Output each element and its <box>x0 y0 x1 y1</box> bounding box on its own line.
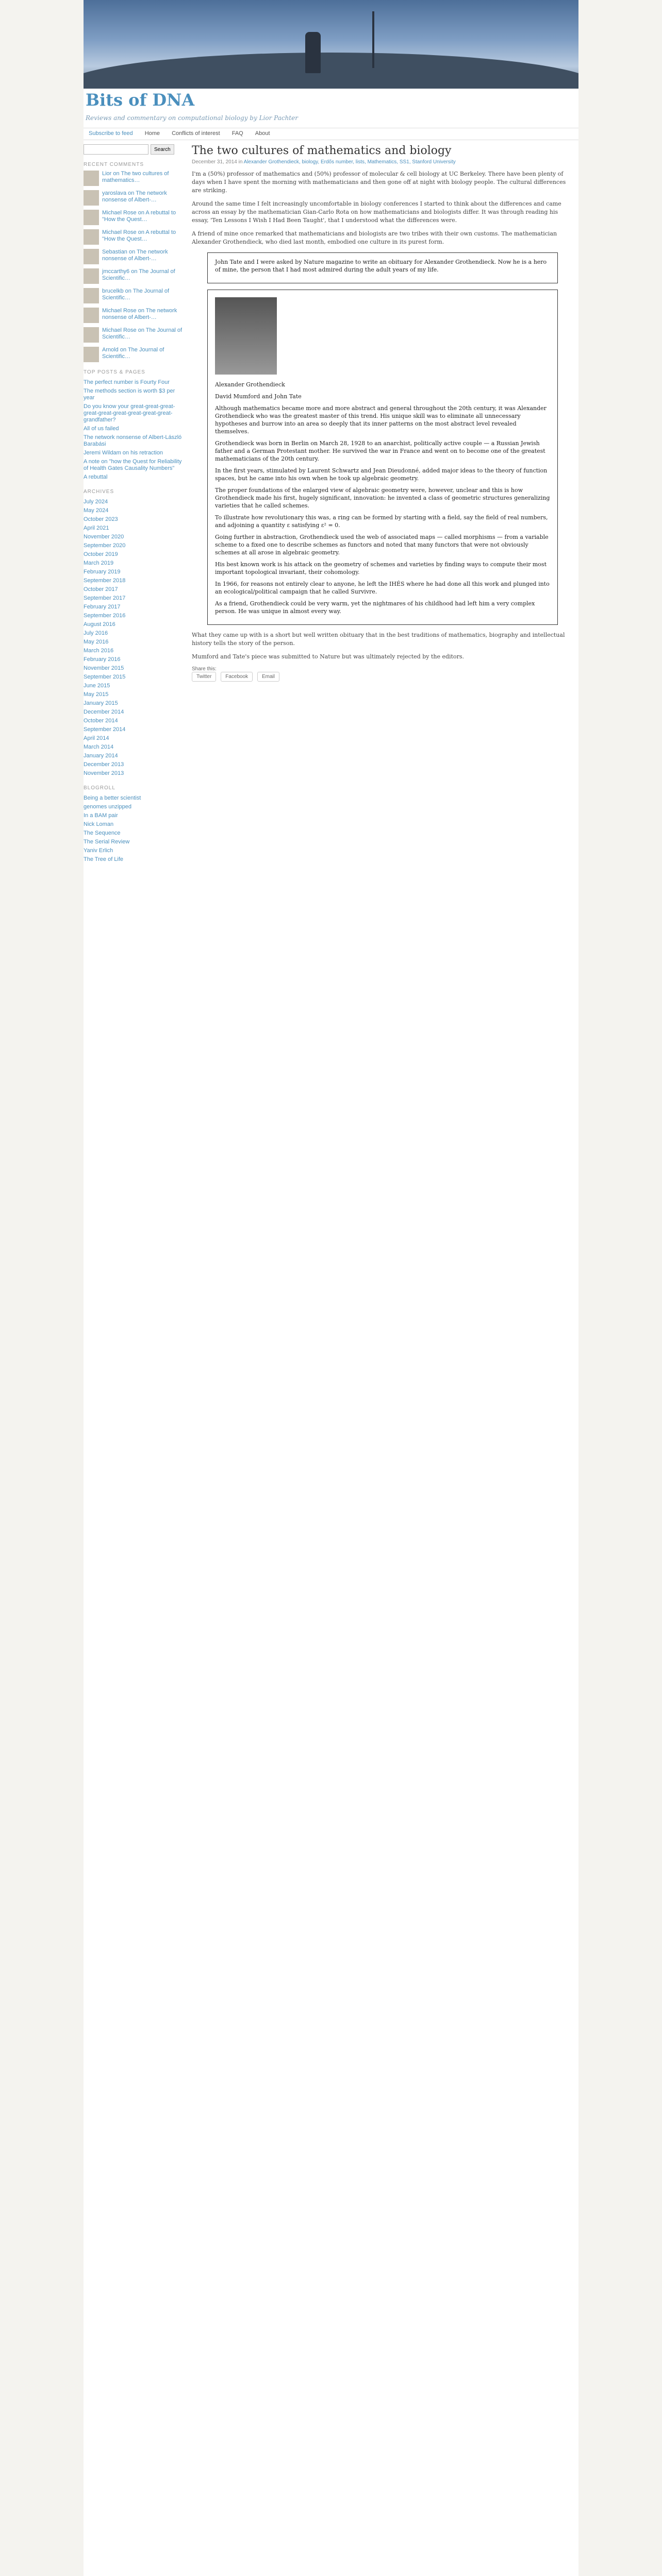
search-button[interactable]: Search <box>151 144 174 155</box>
top-posts-heading: TOP POSTS & PAGES <box>84 369 145 375</box>
post-title[interactable]: The two cultures of mathematics and biology <box>192 144 452 157</box>
archive-link[interactable]: October 2017 <box>84 586 118 592</box>
archives-list <box>84 498 187 778</box>
top-navigation <box>84 128 578 140</box>
archive-link[interactable]: May 2016 <box>84 639 109 645</box>
post-categories[interactable]: Alexander Grothendieck, biology, Erdős number, lists, Mathematics, SS1, Stanford University <box>243 159 456 165</box>
header-hill <box>84 53 578 89</box>
avatar <box>84 229 99 245</box>
recent-comment <box>84 308 187 323</box>
share-facebook-button[interactable]: Facebook <box>221 672 253 682</box>
blogroll-link[interactable]: Being a better scientist <box>84 795 141 801</box>
blogroll-link[interactable]: The Sequence <box>84 830 121 836</box>
obituary-paragraph: Going further in abstraction, Grothendieck used the web of associated maps — called morphisms — from a variable scheme to a fixed one to describe schemes as functors and noted that many functors that were not obviously schemes at all arose in algebraic geometry. <box>215 534 549 556</box>
recent-comment <box>84 249 187 264</box>
search-box <box>84 144 187 155</box>
blogroll-list <box>84 794 187 864</box>
archive-link[interactable]: November 2015 <box>84 665 124 671</box>
intro-paragraph: I'm a (50%) professor of mathematics and (50%) professor of molecular & cell biology at UC Berkeley. There have been plenty of days when I have spent the morning with mathematicians and then gone off at night with biology people. The cultural differences are striking. <box>192 171 566 194</box>
page <box>84 0 578 2576</box>
archive-link[interactable]: October 2014 <box>84 718 118 724</box>
blogroll-link[interactable]: genomes unzipped <box>84 804 131 810</box>
recent-comment <box>84 288 187 303</box>
avatar <box>84 249 99 264</box>
archive-link[interactable]: June 2015 <box>84 683 110 689</box>
top-post-link[interactable]: The network nonsense of Albert-László Barabási <box>84 434 182 447</box>
recent-comment-link[interactable]: brucelkb on The Journal of Scientific… <box>102 288 170 301</box>
archive-link[interactable]: December 2013 <box>84 761 124 768</box>
archive-link[interactable]: March 2019 <box>84 560 114 566</box>
archive-link[interactable]: May 2024 <box>84 507 109 514</box>
recent-comment-link[interactable]: Lior on The two cultures of mathematics… <box>102 171 169 183</box>
blogroll-link[interactable]: In a BAM pair <box>84 812 118 819</box>
archive-link[interactable]: July 2016 <box>84 630 108 636</box>
obituary-paragraph: His best known work is his attack on the geometry of schemes and varieties by finding ways to compute their most important topological invariant, their cohomology. <box>215 561 547 575</box>
post-content <box>192 144 573 687</box>
archive-link[interactable]: August 2016 <box>84 621 115 628</box>
top-post-link[interactable]: Jeremi Wildam on his retraction <box>84 450 163 456</box>
share-bar <box>192 666 573 682</box>
recent-comment-link[interactable]: Michael Rose on The network nonsense of Albert-… <box>102 308 177 320</box>
archive-link[interactable]: September 2014 <box>84 726 126 733</box>
archive-link[interactable]: July 2024 <box>84 499 108 505</box>
header-figure <box>305 32 321 73</box>
archive-link[interactable]: January 2014 <box>84 753 118 759</box>
post-paragraph: What they came up with is a short but well written obituary that in the best traditions of mathematics, biography and intellectual history tells the story of the person. <box>192 632 565 647</box>
grothendieck-portrait <box>215 297 277 375</box>
nav-home[interactable]: Home <box>144 130 160 137</box>
header-image <box>84 0 578 89</box>
blogroll-link[interactable]: Nick Loman <box>84 821 114 827</box>
archive-link[interactable]: May 2015 <box>84 691 109 698</box>
post-date: December 31, 2014 in <box>192 159 243 165</box>
avatar <box>84 210 99 225</box>
archive-link[interactable]: April 2021 <box>84 525 109 531</box>
obituary-paragraph: Although mathematics became more and more abstract and general throughout the 20th century, it was Alexander Grothendieck who was the greatest master of this trend. His unique skill was to eliminate all unnecessary hypotheses and burrow into an area so deeply that its inner patterns on the most abstract level revealed themselves. <box>215 405 547 435</box>
search-input[interactable] <box>84 144 148 155</box>
recent-comment-link[interactable]: Michael Rose on A rebuttal to "How the Quest… <box>102 229 176 242</box>
obituary-paragraph: In 1966, for reasons not entirely clear to anyone, he left the IHÉS where he had done all this work and plunged into an ecological/political campaign that he called Survivre. <box>215 581 550 595</box>
header-lamp <box>372 11 374 68</box>
archive-link[interactable]: March 2014 <box>84 744 114 750</box>
avatar <box>84 308 99 323</box>
avatar <box>84 327 99 343</box>
top-posts-list <box>84 378 187 482</box>
archive-link[interactable]: September 2018 <box>84 578 126 584</box>
blogroll-link[interactable]: Yaniv Erlich <box>84 848 113 854</box>
obituary-paragraph: The proper foundations of the enlarged view of algebraic geometry were, however, unclear and this is how Grothendieck made his first, hugely significant, innovation: he invented a class of geometric structures generalizing varieties that he called schemes. <box>215 487 550 509</box>
portrait-caption: Alexander Grothendieck <box>215 381 285 388</box>
obituary-paragraph: To illustrate how revolutionary this was, a ring can be formed by starting with a field, say the field of real numbers, and adjoining a quantity ε satisfying ε² = 0. <box>215 514 548 529</box>
share-label: Share this: <box>192 666 217 672</box>
archive-link[interactable]: November 2013 <box>84 770 124 776</box>
obituary-paragraph: Grothendieck was born in Berlin on March 28, 1928 to an anarchist, politically active couple — a Russian Jewish father and a German Protestant mother. He survived the war in France and went on to become one of the greatest mathematicians of the 20th century. <box>215 440 545 462</box>
avatar <box>84 288 99 303</box>
archive-link[interactable]: September 2017 <box>84 595 126 601</box>
top-post-link[interactable]: A note on "how the Quest for Reliability of Health Gates Causality Numbers" <box>84 459 182 471</box>
recent-comment-link[interactable]: jmccarthy6 on The Journal of Scientific… <box>102 268 175 281</box>
blogroll-heading: BLOGROLL <box>84 785 115 791</box>
avatar <box>84 171 99 186</box>
recent-comment-link[interactable]: yaroslava on The network nonsense of Albert-… <box>102 190 167 203</box>
sidebar <box>84 144 187 864</box>
recent-comment-link[interactable]: Arnold on The Journal of Scientific… <box>102 347 164 360</box>
blogroll-link[interactable]: The Tree of Life <box>84 856 124 862</box>
intro-paragraph: A friend of mine once remarked that mathematicians and biologists are two tribes with their own customs. The mathematician Alexander Grothendieck, who died last month, embodied one culture in its purest form. <box>192 230 557 245</box>
archive-link[interactable]: February 2017 <box>84 604 121 610</box>
archives-heading: ARCHIVES <box>84 489 114 495</box>
recent-comment-link[interactable]: Michael Rose on A rebuttal to "How the Quest… <box>102 210 176 223</box>
share-email-button[interactable]: Email <box>257 672 279 682</box>
recent-comment <box>84 190 187 206</box>
archive-link[interactable]: October 2019 <box>84 551 118 557</box>
subscribe-link[interactable]: Subscribe to feed <box>89 130 133 137</box>
quoted-box <box>207 252 558 283</box>
top-post-link[interactable]: The perfect number is Fourty Four <box>84 379 170 385</box>
archive-link[interactable]: October 2023 <box>84 516 118 522</box>
post-paragraph: Mumford and Tate's piece was submitted to Nature but was ultimately rejected by the editors. <box>192 653 464 660</box>
recent-comment-link[interactable]: Sebastian on The network nonsense of Albert-… <box>102 249 168 262</box>
recent-comments-heading: RECENT COMMENTS <box>84 162 144 167</box>
recent-comment <box>84 171 187 186</box>
top-post-link[interactable]: All of us failed <box>84 426 119 432</box>
top-post-link[interactable]: Do you know your great-great-great-great-great-great-great-great-great-grandfather? <box>84 403 175 423</box>
obituary-paragraph: As a friend, Grothendieck could be very warm, yet the nightmares of his childhood had left him a very complex person. He was unique in almost every way. <box>215 600 535 615</box>
nav-conflicts[interactable]: Conflicts of interest <box>172 130 220 137</box>
recent-comment <box>84 268 187 284</box>
avatar <box>84 347 99 362</box>
archive-link[interactable]: September 2015 <box>84 674 126 680</box>
obituary-box <box>207 290 558 625</box>
intro-paragraph: Around the same time I felt increasingly uncomfortable in biology conferences I started to think about the differences and came across an essay by the mathematician Gian-Carlo Rota on how mathematicians and biologists differ. It was through reading his essay, 'Ten Lessons I Wish I Had Been Taught', that I understood what the differences were. <box>192 200 561 224</box>
archive-link[interactable]: December 2014 <box>84 709 124 715</box>
site-tagline: Reviews and commentary on computational biology by Lior Pachter <box>86 114 298 122</box>
nav-faq[interactable]: FAQ <box>231 130 243 137</box>
archive-link[interactable]: April 2014 <box>84 735 109 741</box>
share-twitter-button[interactable]: Twitter <box>192 672 216 682</box>
recent-comment <box>84 210 187 225</box>
top-post-link[interactable]: A rebuttal <box>84 474 108 480</box>
recent-comments-list <box>84 171 187 362</box>
recent-comment <box>84 347 187 362</box>
archive-link[interactable]: November 2020 <box>84 534 124 540</box>
archive-link[interactable]: January 2015 <box>84 700 118 706</box>
avatar <box>84 268 99 284</box>
box-intro: John Tate and I were asked by Nature magazine to write an obituary for Alexander Grothendieck. Now he is a hero of mine, the person that I had most admired during the adult years of my life. <box>215 259 547 273</box>
site-title[interactable]: Bits of DNA <box>86 90 195 110</box>
archive-link[interactable]: February 2019 <box>84 569 121 575</box>
archive-link[interactable]: September 2016 <box>84 613 126 619</box>
archive-link[interactable]: February 2016 <box>84 656 121 663</box>
recent-comment-link[interactable]: Michael Rose on The Journal of Scientific… <box>102 327 183 340</box>
avatar <box>84 190 99 206</box>
obituary-paragraph: In the first years, stimulated by Laurent Schwartz and Jean Dieudonné, added major ideas to the theory of function spaces, but he came into his own when he took up algebraic geometry. <box>215 467 548 482</box>
recent-comment <box>84 229 187 245</box>
nav-about[interactable]: About <box>255 130 270 137</box>
blogroll-link[interactable]: The Serial Review <box>84 839 130 845</box>
recent-comment <box>84 327 187 343</box>
archive-link[interactable]: September 2020 <box>84 543 126 549</box>
top-post-link[interactable]: The methods section is worth $3 per year <box>84 388 175 401</box>
obituary-authors: David Mumford and John Tate <box>215 393 302 400</box>
post-meta <box>192 159 573 165</box>
archive-link[interactable]: March 2016 <box>84 648 114 654</box>
